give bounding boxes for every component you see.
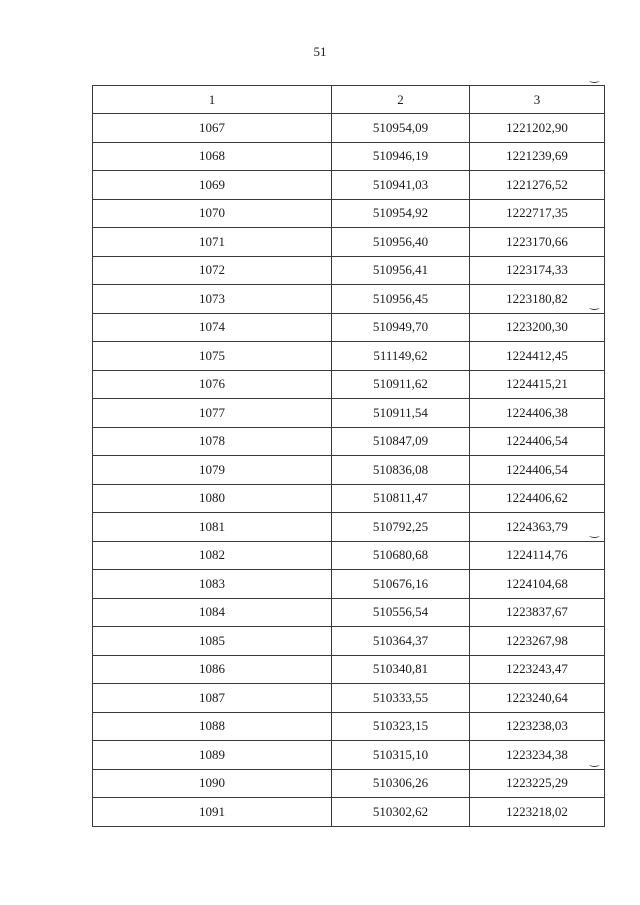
table-cell-col-3: 1221239,69 — [470, 142, 605, 171]
table-cell-col-2: 510302,62 — [332, 798, 470, 827]
table-cell-col-1: 1076 — [93, 370, 332, 399]
table-cell-col-3: 1224406,62 — [470, 484, 605, 513]
table-cell-col-2: 510954,92 — [332, 199, 470, 228]
table-cell-col-1: 1089 — [93, 741, 332, 770]
table-row — [93, 598, 605, 627]
table-cell-col-1: 1068 — [93, 142, 332, 171]
table-cell-col-1: 1084 — [93, 598, 332, 627]
table-row — [93, 712, 605, 741]
table-cell-col-2: 510364,37 — [332, 627, 470, 656]
margin-mark: ‿ — [590, 71, 599, 83]
margin-mark: ‿ — [590, 526, 599, 538]
table-cell-col-2: 510836,08 — [332, 456, 470, 485]
table-cell-col-3: 1223238,03 — [470, 712, 605, 741]
table-row — [93, 769, 605, 798]
page-number: 51 — [313, 44, 327, 59]
table-row — [93, 256, 605, 285]
table-cell-col-3: 1224104,68 — [470, 570, 605, 599]
table-row — [93, 114, 605, 143]
table-row — [93, 627, 605, 656]
table-cell-col-3: 1223243,47 — [470, 655, 605, 684]
table-cell-col-1: 1081 — [93, 513, 332, 542]
table-cell-col-1: 1071 — [93, 228, 332, 257]
table-row — [93, 370, 605, 399]
table-cell-col-2: 510956,45 — [332, 285, 470, 314]
table-cell-col-3: 1221276,52 — [470, 171, 605, 200]
table-cell-col-1: 1083 — [93, 570, 332, 599]
table-cell-col-3: 1221202,90 — [470, 114, 605, 143]
table-cell-col-1: 1090 — [93, 769, 332, 798]
table-cell-col-1: 1072 — [93, 256, 332, 285]
table-cell-col-1: 1070 — [93, 199, 332, 228]
column-header-1: 1 — [93, 86, 332, 114]
table-cell-col-2: 510956,40 — [332, 228, 470, 257]
table-cell-col-2: 510956,41 — [332, 256, 470, 285]
table-cell-col-3: 1223200,30 — [470, 313, 605, 342]
table-row — [93, 228, 605, 257]
margin-mark: ‿ — [590, 298, 599, 310]
table-row — [93, 171, 605, 200]
table-cell-col-2: 510556,54 — [332, 598, 470, 627]
table-cell-col-1: 1080 — [93, 484, 332, 513]
table-cell-col-3: 1223240,64 — [470, 684, 605, 713]
table-row — [93, 313, 605, 342]
table-row — [93, 142, 605, 171]
table-cell-col-1: 1074 — [93, 313, 332, 342]
table-body — [93, 114, 605, 827]
table-row — [93, 513, 605, 542]
table-cell-col-3: 1223234,38 — [470, 741, 605, 770]
margin-mark: ‿ — [590, 755, 599, 767]
table-cell-col-1: 1079 — [93, 456, 332, 485]
table-row — [93, 399, 605, 428]
coordinates-table — [92, 85, 605, 827]
table-cell-col-2: 510333,55 — [332, 684, 470, 713]
table-cell-col-3: 1224363,79 — [470, 513, 605, 542]
table-cell-col-2: 510811,47 — [332, 484, 470, 513]
table-cell-col-2: 510315,10 — [332, 741, 470, 770]
table-cell-col-1: 1085 — [93, 627, 332, 656]
table-cell-col-1: 1091 — [93, 798, 332, 827]
table-row — [93, 456, 605, 485]
table-cell-col-2: 510946,19 — [332, 142, 470, 171]
table-cell-col-1: 1086 — [93, 655, 332, 684]
table-cell-col-2: 510847,09 — [332, 427, 470, 456]
table-cell-col-2: 510340,81 — [332, 655, 470, 684]
table-cell-col-3: 1224412,45 — [470, 342, 605, 371]
table-cell-col-1: 1088 — [93, 712, 332, 741]
table-cell-col-2: 510306,26 — [332, 769, 470, 798]
table-cell-col-1: 1078 — [93, 427, 332, 456]
table-cell-col-1: 1075 — [93, 342, 332, 371]
table-cell-col-3: 1224114,76 — [470, 541, 605, 570]
table-cell-col-3: 1223218,02 — [470, 798, 605, 827]
table-cell-col-1: 1067 — [93, 114, 332, 143]
table-row — [93, 285, 605, 314]
table-cell-col-1: 1069 — [93, 171, 332, 200]
table-row — [93, 541, 605, 570]
column-header-2: 2 — [332, 86, 470, 114]
table-row — [93, 798, 605, 827]
table-row — [93, 655, 605, 684]
table-cell-col-3: 1223174,33 — [470, 256, 605, 285]
table-cell-col-2: 510954,09 — [332, 114, 470, 143]
table-cell-col-2: 511149,62 — [332, 342, 470, 371]
table-cell-col-3: 1224415,21 — [470, 370, 605, 399]
table-cell-col-2: 510680,68 — [332, 541, 470, 570]
table-header-row — [93, 86, 605, 114]
table-cell-col-2: 510941,03 — [332, 171, 470, 200]
table-cell-col-3: 1223267,98 — [470, 627, 605, 656]
column-header-3: 3 — [470, 86, 605, 114]
table-cell-col-3: 1224406,38 — [470, 399, 605, 428]
table-row — [93, 484, 605, 513]
table-cell-col-3: 1223225,29 — [470, 769, 605, 798]
table-cell-col-2: 510676,16 — [332, 570, 470, 599]
table-cell-col-1: 1077 — [93, 399, 332, 428]
table-cell-col-1: 1082 — [93, 541, 332, 570]
table-row — [93, 199, 605, 228]
table-row — [93, 427, 605, 456]
table-cell-col-2: 510911,62 — [332, 370, 470, 399]
table-cell-col-3: 1223180,82 — [470, 285, 605, 314]
table-cell-col-1: 1087 — [93, 684, 332, 713]
table-cell-col-2: 510323,15 — [332, 712, 470, 741]
table-cell-col-3: 1224406,54 — [470, 456, 605, 485]
table-cell-col-3: 1224406,54 — [470, 427, 605, 456]
table-cell-col-1: 1073 — [93, 285, 332, 314]
table-cell-col-2: 510792,25 — [332, 513, 470, 542]
table-cell-col-3: 1222717,35 — [470, 199, 605, 228]
table-cell-col-3: 1223837,67 — [470, 598, 605, 627]
table-cell-col-2: 510949,70 — [332, 313, 470, 342]
table-row — [93, 342, 605, 371]
table-cell-col-3: 1223170,66 — [470, 228, 605, 257]
table-row — [93, 570, 605, 599]
table-row — [93, 684, 605, 713]
table-row — [93, 741, 605, 770]
table-cell-col-2: 510911,54 — [332, 399, 470, 428]
